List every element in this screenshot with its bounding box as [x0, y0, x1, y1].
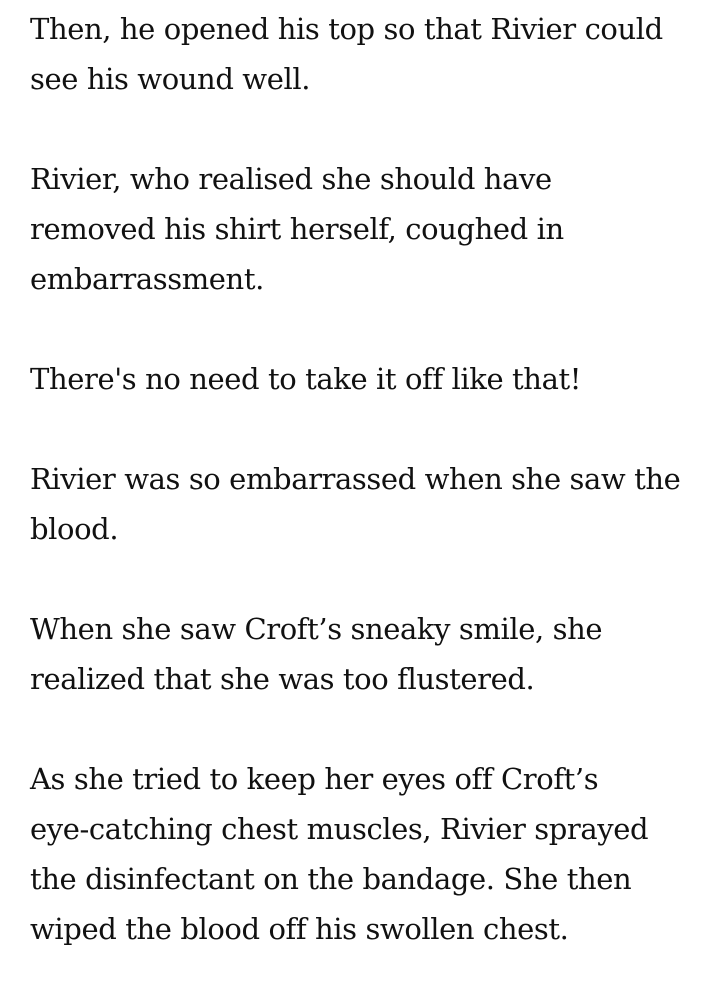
paragraph-4: [30, 454, 702, 554]
paragraph-gap: [30, 304, 702, 354]
paragraph-line: see his wound well.: [30, 62, 311, 96]
paragraph-line: the disinfectant on the bandage. She then: [30, 862, 632, 896]
paragraph-line: removed his shirt herself, coughed in: [30, 212, 564, 246]
paragraph-6: [30, 754, 702, 954]
paragraph-gap: [30, 554, 702, 604]
paragraph-line: embarrassment.: [30, 262, 264, 296]
paragraph-line: wiped the blood off his swollen chest.: [30, 912, 569, 946]
paragraph-line: realized that she was too flustered.: [30, 662, 535, 696]
paragraph-line: When she saw Croft’s sneaky smile, she: [30, 612, 603, 646]
paragraph-line: eye-catching chest muscles, Rivier sprayed: [30, 812, 649, 846]
paragraph-line: blood.: [30, 512, 119, 546]
paragraph-2: [30, 154, 702, 304]
paragraph-gap: [30, 404, 702, 454]
paragraph-gap: [30, 704, 702, 754]
paragraph-1: [30, 4, 702, 104]
paragraph-gap: [30, 104, 702, 154]
paragraph-line: There's no need to take it off like that!: [30, 362, 581, 396]
paragraph-line: Rivier, who realised she should have: [30, 162, 552, 196]
paragraph-3: [30, 354, 702, 404]
paragraph-line: As she tried to keep her eyes off Croft’s: [30, 762, 599, 796]
paragraph-5: [30, 604, 702, 704]
paragraph-line: Then, he opened his top so that Rivier could: [30, 12, 663, 46]
paragraph-line: Rivier was so embarrassed when she saw the: [30, 462, 681, 496]
